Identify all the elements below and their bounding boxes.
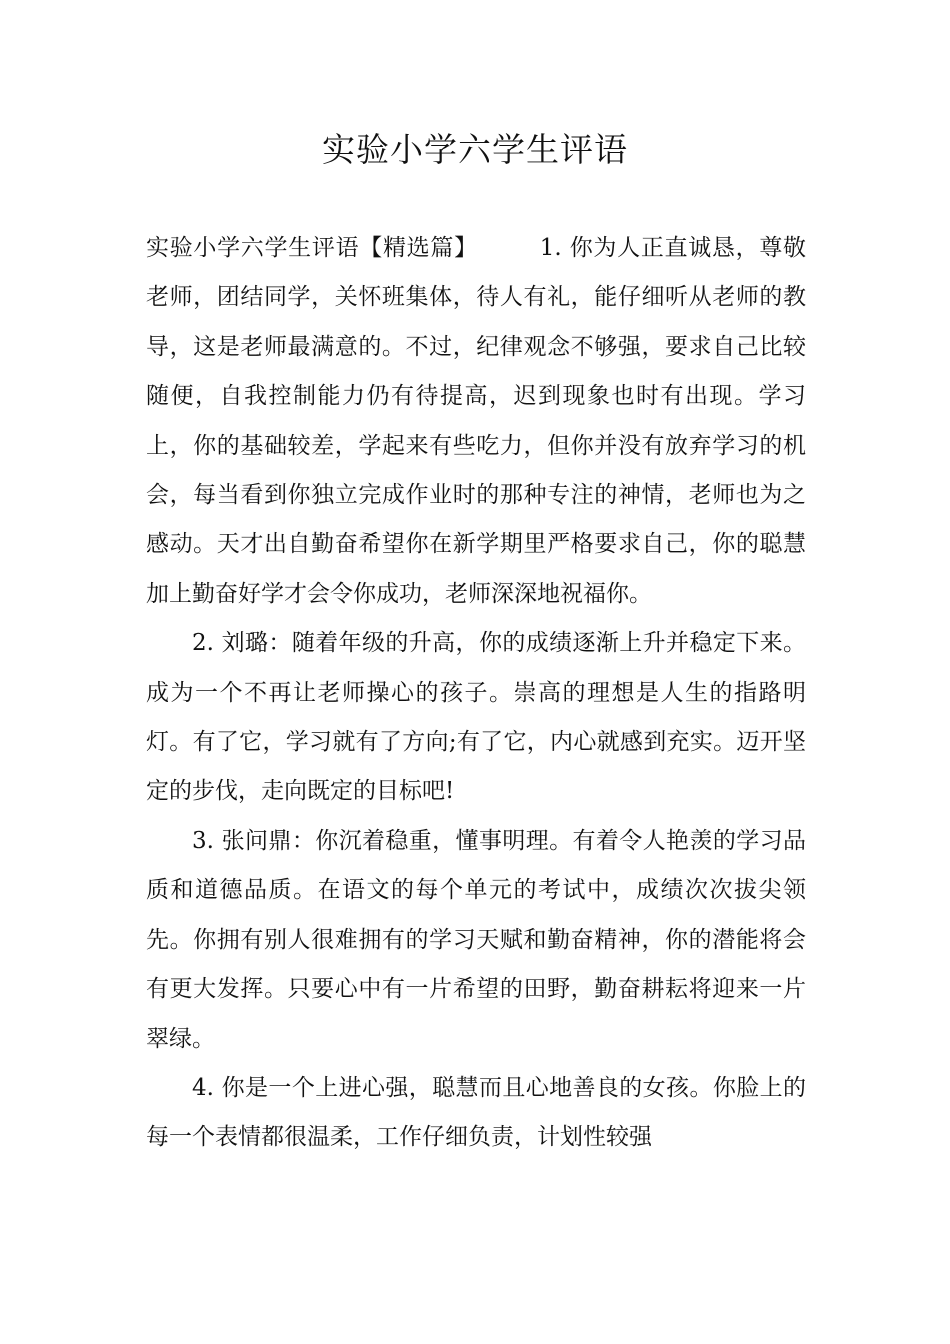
paragraph-4-text: 你是一个上进心强，聪慧而且心地善良的女孩。你脸上的每一个表情都很温柔，工作仔细负责，计划性较强 (146, 1074, 807, 1151)
paragraph-1 (146, 224, 806, 619)
paragraph-1-number: 1. (539, 235, 562, 261)
paragraph-1-lead: 实验小学六学生评语【精选篇】 (146, 235, 478, 261)
document-body (146, 224, 806, 1163)
paragraph-2 (146, 619, 806, 817)
paragraph-4 (146, 1064, 806, 1163)
paragraph-1-text: 你为人正直诚恳，尊敬老师，团结同学，关怀班集体，待人有礼，能仔细听从老师的教导，这是老师最满意的。不过，纪律观念不够强，要求自己比较随便，自我控制能力仍有待提高，迟到现象也时有出现。学习上，你的基础较差，学起来有些吃力，但你并没有放弃学习的机会，每当看到你独立完成作业时的那种专注的神情，老师也为之感动。天才出自勤奋希望你在新学期里严格要求自己，你的聪慧加上勤奋好学才会令你成功，老师深深地祝福你。 (146, 235, 807, 607)
paragraph-2-number: 2. (192, 630, 214, 657)
paragraph-4-number: 4. (192, 1074, 214, 1101)
paragraph-2-text: 刘璐：随着年级的升高，你的成绩逐渐上升并稳定下来。成为一个不再让老师操心的孩子。崇高的理想是人生的指路明灯。有了它，学习就有了方向;有了它，内心就感到充实。迈开坚定的步伐，走向既定的目标吧! (146, 630, 807, 805)
paragraph-3 (146, 817, 806, 1064)
document-title: 实验小学六学生评语 (322, 130, 628, 169)
paragraph-3-number: 3. (192, 827, 214, 854)
paragraph-3-text: 张问鼎：你沉着稳重，懂事明理。有着令人艳羡的学习品质和道德品质。在语文的每个单元的考试中，成绩次次拔尖领先。你拥有别人很难拥有的学习天赋和勤奋精神，你的潜能将会有更大发挥。只要心中有一片希望的田野，勤奋耕耘将迎来一片翠绿。 (146, 827, 807, 1052)
